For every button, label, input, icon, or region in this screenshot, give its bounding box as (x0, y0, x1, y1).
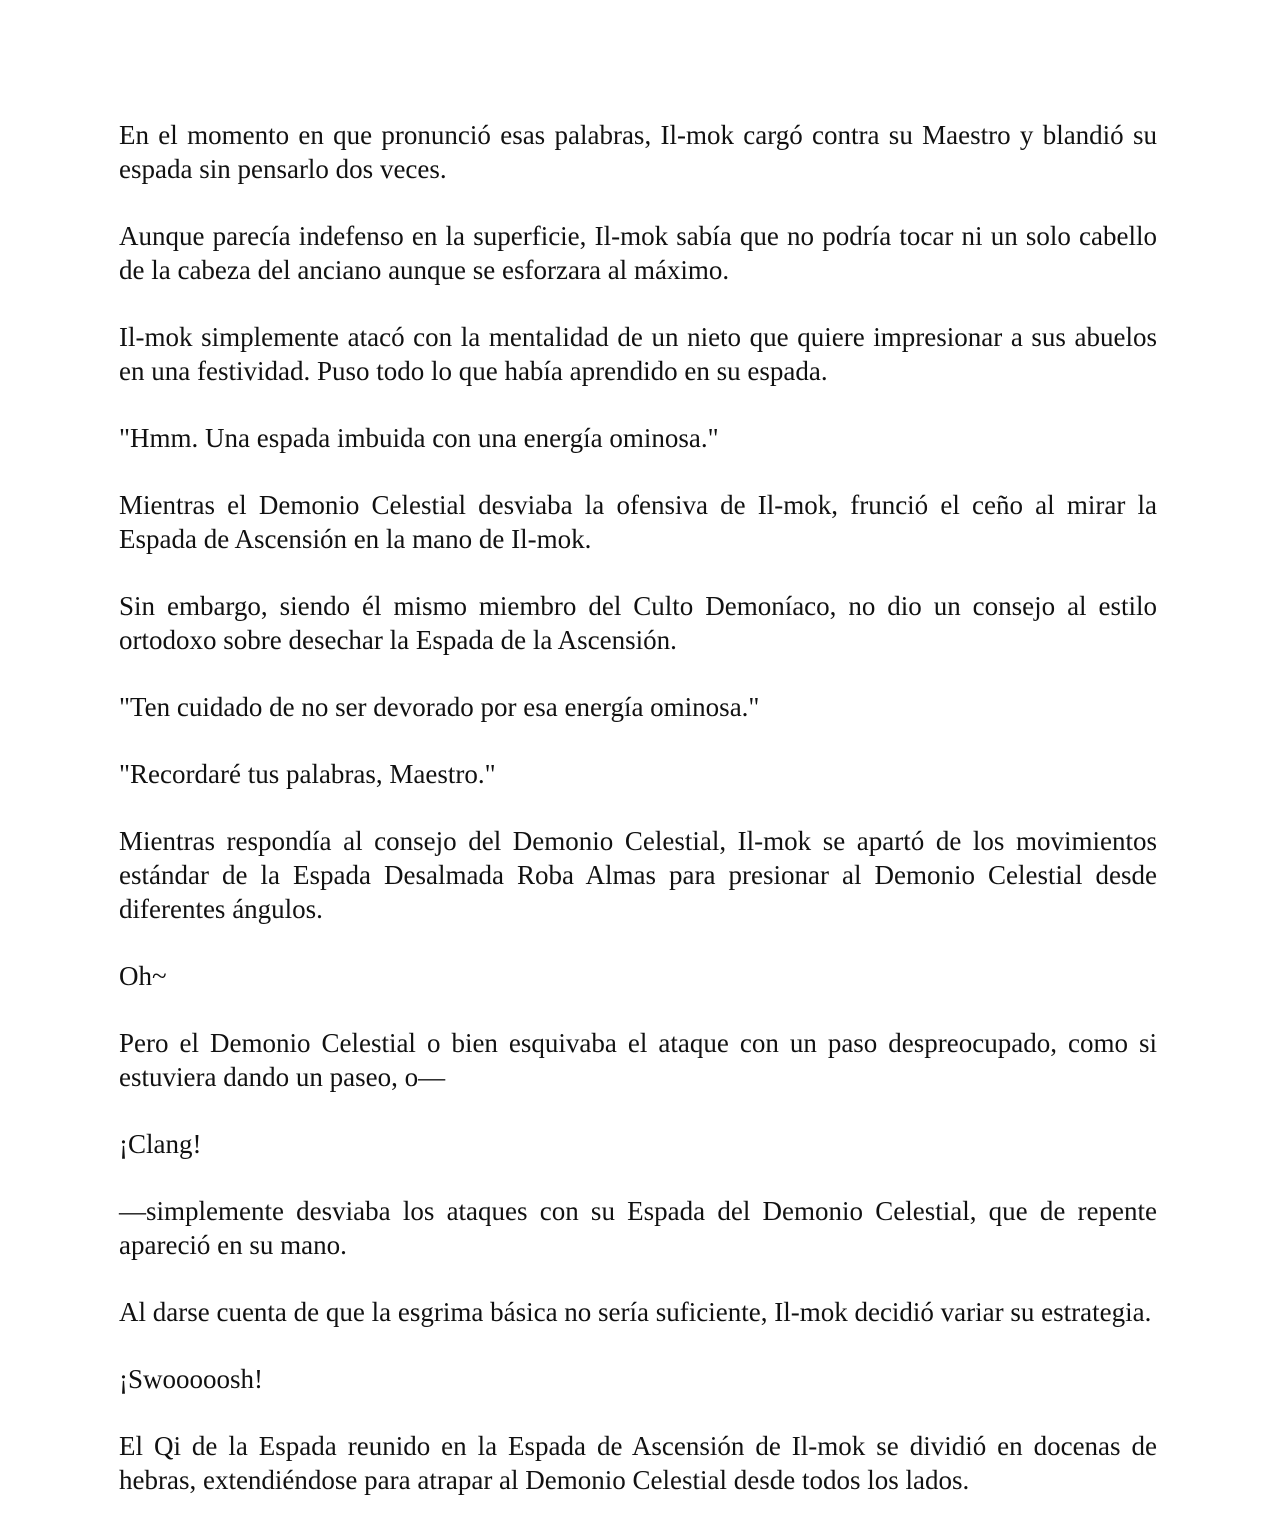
paragraph-2: Aunque parecía indefenso en la superficie, Il-mok sabía que no podría tocar ni un solo cabello de la cabeza del anciano aunque se esforzara al máximo. (119, 221, 1157, 285)
paragraph-4: "Hmm. Una espada imbuida con una energía ominosa." (119, 423, 719, 453)
paragraph-16: El Qi de la Espada reunido en la Espada de Ascensión de Il-mok se dividió en docenas de hebras, extendiéndose para atrapar al Demonio Celestial desde todos los lados. (119, 1431, 1157, 1495)
paragraph-11: Pero el Demonio Celestial o bien esquivaba el ataque con un paso despreocupado, como si estuviera dando un paseo, o— (119, 1028, 1157, 1092)
paragraph-7: "Ten cuidado de no ser devorado por esa energía ominosa." (119, 692, 760, 722)
paragraph-6: Sin embargo, siendo él mismo miembro del Culto Demoníaco, no dio un consejo al estilo ortodoxo sobre desechar la Espada de la Ascensión. (119, 591, 1157, 655)
paragraph-5: Mientras el Demonio Celestial desviaba la ofensiva de Il-mok, frunció el ceño al mirar la Espada de Ascensión en la mano de Il-mok. (119, 490, 1157, 554)
paragraph-14: Al darse cuenta de que la esgrima básica no sería suficiente, Il-mok decidió variar su estrategia. (119, 1297, 1152, 1327)
body-text (119, 118, 1157, 1515)
paragraph-8: "Recordaré tus palabras, Maestro." (119, 759, 496, 789)
paragraph-1: En el momento en que pronunció esas palabras, Il-mok cargó contra su Maestro y blandió su espada sin pensarlo dos veces. (119, 120, 1157, 184)
paragraph-10: Oh~ (119, 961, 167, 991)
paragraph-12: ¡Clang! (119, 1129, 202, 1159)
paragraph-9: Mientras respondía al consejo del Demonio Celestial, Il-mok se apartó de los movimientos estándar de la Espada Desalmada Roba Almas para presionar al Demonio Celestial desde diferentes ángulos. (119, 826, 1157, 924)
paragraph-15: ¡Swooooosh! (119, 1364, 264, 1394)
paragraph-3: Il-mok simplemente atacó con la mentalidad de un nieto que quiere impresionar a sus abuelos en una festividad. Puso todo lo que había aprendido en su espada. (119, 322, 1157, 386)
paragraph-13: —simplemente desviaba los ataques con su Espada del Demonio Celestial, que de repente apareció en su mano. (119, 1196, 1157, 1260)
